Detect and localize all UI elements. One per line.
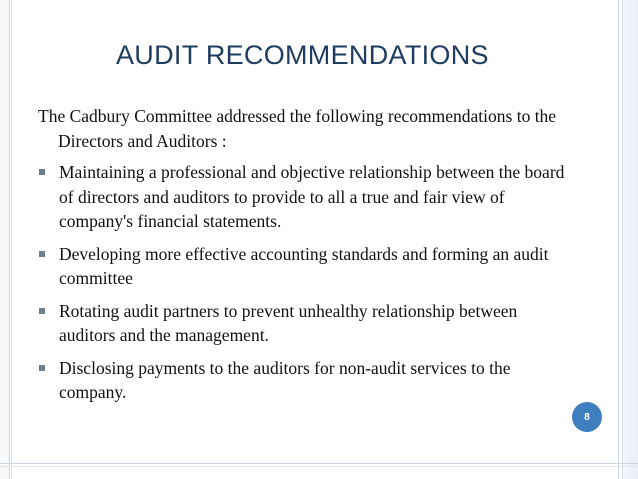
- square-bullet-icon: [39, 169, 45, 175]
- square-bullet-icon: [39, 365, 45, 371]
- right-frame-line: [618, 0, 619, 479]
- left-frame-line: [9, 0, 10, 479]
- slide-body: [38, 104, 578, 413]
- bottom-frame-line: [0, 463, 638, 464]
- bullet-item: [38, 242, 578, 291]
- page-number-badge: 8: [572, 402, 602, 432]
- intro-text: The Cadbury Committee addressed the following recommendations to the Directors and Auditors :: [38, 106, 557, 151]
- bullet-text: Maintaining a professional and objective relationship between the board of directors and auditors to provide to all a true and fair view of company's financial statements.: [59, 162, 565, 231]
- square-bullet-icon: [39, 308, 45, 314]
- bullet-item: [38, 299, 578, 348]
- left-frame-line-inner: [11, 0, 12, 479]
- bullet-item: [38, 160, 578, 234]
- bullet-text: Rotating audit partners to prevent unhealthy relationship between auditors and the management.: [59, 300, 518, 345]
- bullet-list: [38, 160, 578, 405]
- bullet-item: [38, 356, 578, 405]
- bullet-text: Disclosing payments to the auditors for non-audit services to the company.: [59, 357, 511, 402]
- slide-title: AUDIT RECOMMENDATIONS: [116, 40, 489, 70]
- square-bullet-icon: [39, 251, 45, 257]
- right-decorative-band: [623, 0, 638, 479]
- left-decorative-band: [0, 0, 9, 479]
- bottom-frame-line-lower: [0, 466, 638, 467]
- bullet-text: Developing more effective accounting standards and forming an audit committee: [59, 243, 549, 288]
